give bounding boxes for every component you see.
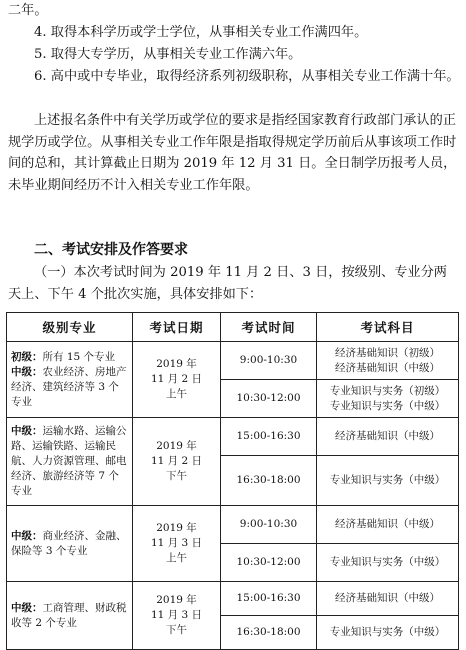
major-text: 工商管理、财政税收等 2 个专业 (11, 601, 127, 629)
subject-line: 专业知识与实务（初级） (329, 384, 446, 397)
exam-date-cell (133, 342, 221, 418)
condition-6: 6. 高中或中专毕业，取得经济系列初级职称，从事相关专业工作满十年。 (34, 69, 460, 84)
header-exam-time: 考试时间 (221, 313, 317, 342)
exam-date-cell (133, 582, 221, 650)
date-year: 2019 年 (156, 440, 197, 452)
level-label: 初级： (11, 350, 43, 363)
date-session: 下午 (166, 624, 187, 636)
exam-subject-cell (317, 616, 459, 650)
level-label: 中级： (11, 425, 43, 437)
subject-line: 经济基础知识（中级） (335, 361, 440, 374)
eligibility-note: 上述报名条件中有关学历或学位的要求是指经国家教育行政部门承认的正规学历或学位。从事相关专业工作年限是指取得规定学历前后从事该项工作时间的总和，其计算截止日期为 2019 年 12 月 31 日。全日制学历报考人员，未毕业期间经历不计入相关专业工作年限。 (8, 113, 457, 193)
subject-line: 经济基础知识（初级） (335, 346, 440, 359)
exam-time-cell: 9:00-10:30 (221, 342, 317, 380)
condition-4: 4. 取得本科学历或学士学位，从事相关专业工作满四年。 (34, 25, 368, 40)
subject-line: 经济基础知识（中级） (335, 430, 440, 442)
date-day: 11 月 2 日 (150, 455, 203, 467)
exam-time-cell: 9:00-10:30 (221, 506, 317, 544)
major-text: 所有 15 个专业 (42, 350, 116, 363)
major-line (11, 366, 127, 408)
exam-subject-cell (317, 418, 459, 456)
condition-5: 5. 取得大专学历，从事相关专业工作满六年。 (34, 47, 302, 62)
major-line (11, 351, 115, 363)
exam-time-cell: 15:00-16:30 (221, 418, 317, 456)
subject-line: 经济基础知识（中级） (335, 518, 440, 530)
subject-line: 专业知识与实务（中级） (329, 626, 446, 638)
table-row (7, 342, 459, 380)
level-major-cell (7, 506, 133, 582)
major-text: 运输水路、运输公路、运输铁路、运输民航、人力资源管理、邮电经济、旅游经济等 7 个专业 (11, 425, 127, 497)
level-label: 中级： (11, 601, 43, 614)
major-text: 农业经济、房地产经济、建筑经济等 3 个专业 (11, 365, 127, 408)
level-major-cell (7, 582, 133, 650)
date-day: 11 月 2 日 (150, 373, 203, 385)
exam-time-cell: 10:30-12:00 (221, 380, 317, 418)
major-line (11, 602, 127, 629)
level-major-cell (7, 418, 133, 506)
table-row (7, 506, 459, 544)
exam-subject-cell (317, 506, 459, 544)
level-label: 中级： (11, 529, 43, 542)
exam-date-cell (133, 418, 221, 506)
level-label: 中级： (11, 365, 43, 378)
exam-subject-cell (317, 456, 459, 506)
date-session: 上午 (166, 552, 187, 564)
date-session: 下午 (166, 470, 187, 482)
date-session: 上午 (166, 388, 187, 400)
date-year: 2019 年 (156, 358, 197, 370)
exam-time-cell: 15:00-16:30 (221, 582, 317, 616)
exam-subject-cell (317, 380, 459, 418)
paragraph-continuation: 二年。 (8, 3, 48, 18)
exam-subject-cell (317, 544, 459, 582)
exam-time-cell: 16:30-18:00 (221, 616, 317, 650)
exam-subject-cell (317, 342, 459, 380)
table-row (7, 582, 459, 616)
exam-subject-cell (317, 582, 459, 616)
subject-line: 专业知识与实务（中级） (329, 474, 446, 486)
table-row (7, 418, 459, 456)
exam-date-cell (133, 506, 221, 582)
header-level-major: 级别专业 (7, 313, 133, 342)
major-line (11, 425, 127, 497)
date-day: 11 月 3 日 (150, 609, 203, 621)
subject-line: 专业知识与实务（中级） (329, 399, 446, 412)
subject-line: 专业知识与实务（中级） (329, 556, 446, 568)
subject-line: 经济基础知识（中级） (335, 592, 440, 604)
exam-time-cell: 10:30-12:00 (221, 544, 317, 582)
header-exam-subject: 考试科目 (317, 313, 459, 342)
header-exam-date: 考试日期 (133, 313, 221, 342)
date-day: 11 月 3 日 (150, 537, 203, 549)
section-heading: 二、考试安排及作答要求 (34, 242, 188, 258)
major-line (11, 530, 127, 557)
exam-schedule-table (6, 312, 459, 650)
exam-time-cell: 16:30-18:00 (221, 456, 317, 506)
level-major-cell (7, 342, 133, 418)
major-text: 商业经济、金融、保险等 3 个专业 (11, 529, 127, 557)
date-year: 2019 年 (156, 594, 197, 606)
table-header-row (7, 313, 459, 342)
exam-schedule-intro: （一）本次考试时间为 2019 年 11 月 2 日、3 日，按级别、专业分两天上、下午 4 个批次实施，具体安排如下： (8, 265, 447, 302)
date-year: 2019 年 (156, 522, 197, 534)
